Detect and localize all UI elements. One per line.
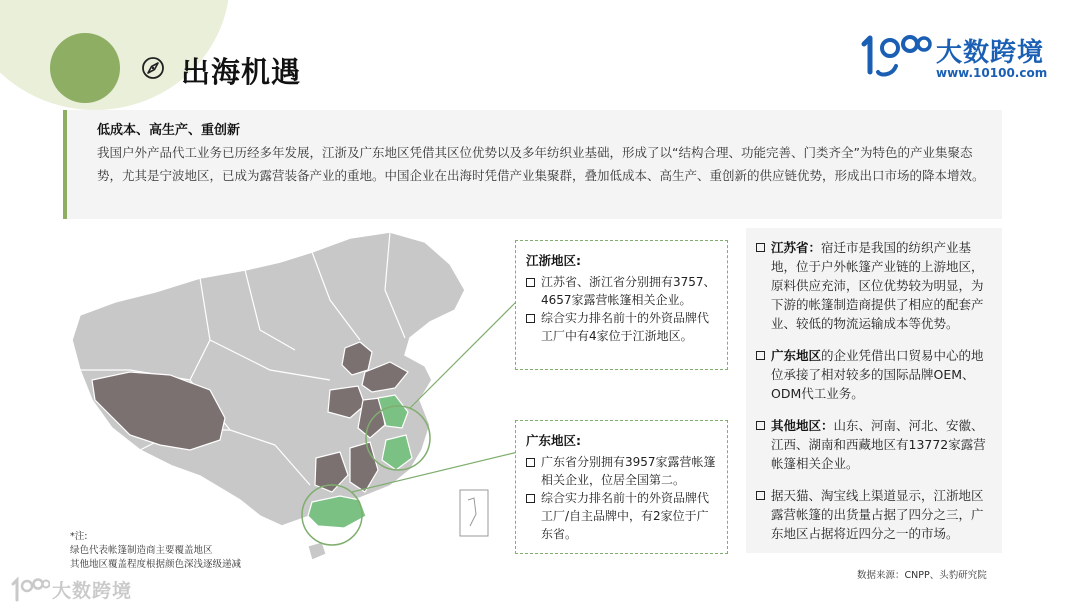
side-item-3-bold: 其他地区： [771, 418, 834, 433]
list-item [756, 486, 992, 543]
checkbox-bullet-icon [526, 278, 535, 287]
list-item [526, 309, 717, 345]
compass-icon [141, 56, 165, 80]
list-item [756, 346, 992, 403]
side-item-1-bold: 江苏省： [771, 240, 822, 255]
brand-name: 大数跨境 [936, 38, 1045, 68]
intro-panel [63, 110, 1002, 219]
checkbox-bullet-icon [756, 491, 765, 500]
callout-jiangzhe-item-1: 江苏省、浙江省分别拥有3757、4657家露营帐篷相关企业。 [541, 275, 716, 307]
side-item-4-text: 据天猫、淘宝线上渠道显示，江浙地区露营帐篷的出货量占据了四分之三，广东地区占据将近四分之一的市场。 [771, 488, 984, 541]
data-source: 数据来源：CNPP、头豹研究院 [857, 570, 987, 581]
callout-jiangzhe [515, 240, 728, 370]
list-item [526, 453, 717, 489]
checkbox-bullet-icon [526, 494, 535, 503]
list-item [756, 238, 992, 333]
brand-mark-icon [858, 32, 932, 80]
list-item [756, 416, 992, 473]
callout-jiangzhe-title: 江浙地区: [526, 253, 581, 268]
side-item-2-text: 的企业凭借出口贸易中心的地位承接了相对较多的国际品牌OEM、ODM代工业务。 [771, 348, 984, 401]
watermark-logo-icon [10, 576, 50, 604]
map-inset-south-sea [460, 490, 488, 536]
checkbox-bullet-icon [756, 351, 765, 360]
checkbox-bullet-icon [526, 458, 535, 467]
map-note [70, 530, 241, 572]
intro-heading: 低成本、高生产、重创新 [97, 123, 241, 138]
map-hainan [308, 542, 326, 560]
side-item-1-text: 宿迁市是我国的纺织产业基地，位于户外帐篷产业链的上游地区，原料供应充沛，区位优势较为明显，为下游的帐篷制造商提供了相应的配套产业、较低的物流运输成本等优势。 [771, 240, 984, 331]
map-province-guangdong [308, 496, 366, 528]
brand-logo[interactable] [858, 30, 1058, 85]
watermark [10, 576, 160, 606]
decorative-circle-small [50, 33, 120, 103]
brand-url[interactable]: www.10100.com [936, 66, 1048, 80]
callout-guangdong-title: 广东地区: [526, 433, 581, 448]
map-note-line-1: 绿色代表帐篷制造商主要覆盖地区 [70, 545, 213, 556]
map-note-line-2: 其他地区覆盖程度根据颜色深浅逐级递减 [70, 559, 242, 570]
map-note-label: *注: [70, 531, 88, 542]
callout-guangdong [515, 420, 728, 554]
china-map [60, 230, 520, 570]
page-title: 出海机遇 [181, 55, 302, 89]
side-item-3-text: 山东、河南、河北、安徽、江西、湖南和西藏地区有13772家露营帐篷相关企业。 [771, 418, 986, 471]
callout-jiangzhe-item-2: 综合实力排名前十的外资品牌代工厂中有4家位于江浙地区。 [541, 311, 710, 343]
list-item [526, 489, 717, 543]
checkbox-bullet-icon [756, 421, 765, 430]
regional-details-panel [746, 228, 1002, 553]
side-item-2-bold: 广东地区 [771, 348, 822, 363]
watermark-name: 大数跨境 [52, 580, 133, 602]
checkbox-bullet-icon [756, 243, 765, 252]
list-item [526, 273, 717, 309]
callout-guangdong-item-1: 广东省分别拥有3957家露营帐篷相关企业，位居全国第二。 [541, 455, 716, 487]
intro-body: 我国户外产品代工业务已历经多年发展，江浙及广东地区凭借其区位优势以及多年纺织业基础，形成了以“结构合理、功能完善、门类齐全”为特色的产业集聚态势，尤其是宁波地区，已成为露营装备产业的重地。中国企业在出海时凭借产业集聚群，叠加低成本、高生产、重创新的供应链优势，形成出口市场的降本增效。 [97, 145, 985, 183]
callout-guangdong-item-2: 综合实力排名前十的外资品牌代工厂/自主品牌中，有2家位于广东省。 [541, 491, 710, 541]
checkbox-bullet-icon [526, 314, 535, 323]
